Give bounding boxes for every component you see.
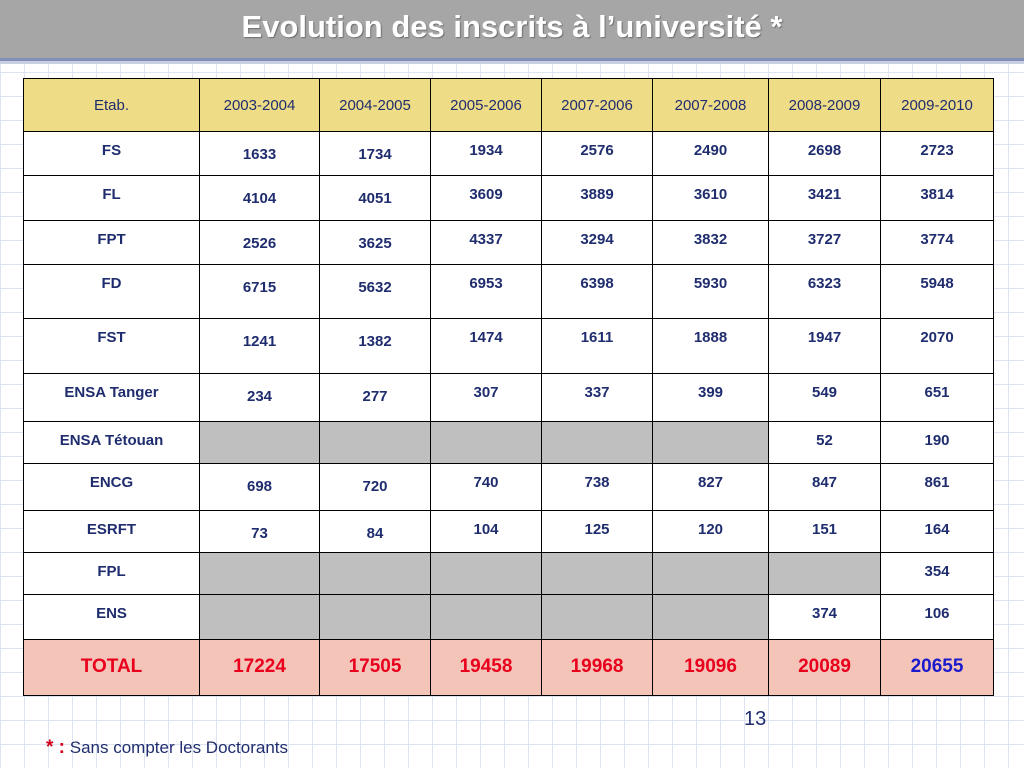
enrollment-value: 3889	[542, 176, 653, 220]
total-row	[24, 639, 994, 695]
enrollment-value: 740	[431, 464, 542, 510]
enrollment-value: 3774	[881, 220, 994, 264]
table-row	[24, 264, 994, 318]
enrollment-value: 1633	[200, 132, 320, 176]
enrollment-value: 125	[542, 510, 653, 552]
enrollment-value: 6323	[769, 264, 881, 318]
enrollment-value: 307	[431, 373, 542, 421]
enrollment-value: 4337	[431, 220, 542, 264]
enrollment-value: 3832	[653, 220, 769, 264]
empty-cell	[200, 422, 320, 464]
empty-cell	[653, 552, 769, 594]
total-value: 19968	[542, 639, 653, 695]
empty-cell	[431, 552, 542, 594]
enrollment-value: 5948	[881, 264, 994, 318]
enrollment-value: 1382	[320, 319, 431, 373]
empty-cell	[542, 422, 653, 464]
total-value: 20655	[881, 639, 994, 695]
enrollment-value: 337	[542, 373, 653, 421]
enrollment-value: 3294	[542, 220, 653, 264]
header-year: 2003-2004	[200, 79, 320, 132]
institution-name: FPT	[24, 220, 200, 264]
enrollment-value: 2526	[200, 220, 320, 264]
enrollment-value: 84	[320, 510, 431, 552]
table-row	[24, 132, 994, 176]
institution-name: FS	[24, 132, 200, 176]
enrollment-value: 120	[653, 510, 769, 552]
enrollment-value: 5632	[320, 264, 431, 318]
enrollment-value: 3610	[653, 176, 769, 220]
institution-name: FPL	[24, 552, 200, 594]
enrollment-value: 5930	[653, 264, 769, 318]
table-row	[24, 373, 994, 421]
slide-title: Evolution des inscrits à l’université *	[241, 9, 783, 44]
enrollment-table	[23, 78, 994, 696]
table-row	[24, 552, 994, 594]
enrollment-value: 151	[769, 510, 881, 552]
total-value: 19096	[653, 639, 769, 695]
total-value: 17505	[320, 639, 431, 695]
enrollment-value: 104	[431, 510, 542, 552]
empty-cell	[769, 552, 881, 594]
empty-cell	[431, 595, 542, 639]
empty-cell	[653, 422, 769, 464]
enrollment-value: 738	[542, 464, 653, 510]
header-year: 2005-2006	[431, 79, 542, 132]
enrollment-value: 861	[881, 464, 994, 510]
footnote-text: Sans compter les Doctorants	[69, 738, 288, 757]
title-bar	[0, 0, 1024, 61]
enrollment-value: 2723	[881, 132, 994, 176]
enrollment-value: 190	[881, 422, 994, 464]
enrollment-value: 1934	[431, 132, 542, 176]
enrollment-value: 1241	[200, 319, 320, 373]
enrollment-value: 73	[200, 510, 320, 552]
enrollment-value: 277	[320, 373, 431, 421]
table-row	[24, 319, 994, 373]
empty-cell	[320, 422, 431, 464]
enrollment-value: 6398	[542, 264, 653, 318]
table-row	[24, 176, 994, 220]
total-label: TOTAL	[24, 639, 200, 695]
table-row	[24, 464, 994, 510]
enrollment-value: 1888	[653, 319, 769, 373]
enrollment-value: 698	[200, 464, 320, 510]
header-year: 2007-2006	[542, 79, 653, 132]
institution-name: FD	[24, 264, 200, 318]
empty-cell	[653, 595, 769, 639]
enrollment-value: 3609	[431, 176, 542, 220]
table-row	[24, 220, 994, 264]
enrollment-value: 720	[320, 464, 431, 510]
header-year: 2009-2010	[881, 79, 994, 132]
institution-name: FL	[24, 176, 200, 220]
enrollment-value: 1611	[542, 319, 653, 373]
enrollment-value: 234	[200, 373, 320, 421]
empty-cell	[542, 595, 653, 639]
enrollment-value: 549	[769, 373, 881, 421]
empty-cell	[542, 552, 653, 594]
institution-name: FST	[24, 319, 200, 373]
enrollment-value: 399	[653, 373, 769, 421]
enrollment-value: 3727	[769, 220, 881, 264]
enrollment-value: 354	[881, 552, 994, 594]
header-year: 2007-2008	[653, 79, 769, 132]
institution-name: ENS	[24, 595, 200, 639]
enrollment-value: 374	[769, 595, 881, 639]
enrollment-value: 2576	[542, 132, 653, 176]
institution-name: ENCG	[24, 464, 200, 510]
enrollment-value: 6715	[200, 264, 320, 318]
empty-cell	[200, 595, 320, 639]
enrollment-value: 164	[881, 510, 994, 552]
institution-name: ENSA Tétouan	[24, 422, 200, 464]
institution-name: ESRFT	[24, 510, 200, 552]
enrollment-value: 52	[769, 422, 881, 464]
enrollment-value: 1474	[431, 319, 542, 373]
header-year: 2004-2005	[320, 79, 431, 132]
table-row	[24, 510, 994, 552]
empty-cell	[200, 552, 320, 594]
empty-cell	[320, 595, 431, 639]
enrollment-value: 2698	[769, 132, 881, 176]
header-row	[24, 79, 994, 132]
total-value: 20089	[769, 639, 881, 695]
table-row	[24, 595, 994, 639]
enrollment-value: 3814	[881, 176, 994, 220]
enrollment-value: 106	[881, 595, 994, 639]
empty-cell	[431, 422, 542, 464]
total-value: 19458	[431, 639, 542, 695]
footnote-mark: * :	[46, 737, 65, 758]
enrollment-value: 1734	[320, 132, 431, 176]
header-etab: Etab.	[24, 79, 200, 132]
enrollment-value: 4104	[200, 176, 320, 220]
enrollment-value: 3421	[769, 176, 881, 220]
enrollment-value: 4051	[320, 176, 431, 220]
enrollment-value: 827	[653, 464, 769, 510]
empty-cell	[320, 552, 431, 594]
header-year: 2008-2009	[769, 79, 881, 132]
footnote	[46, 737, 288, 759]
enrollment-value: 847	[769, 464, 881, 510]
institution-name: ENSA Tanger	[24, 373, 200, 421]
enrollment-value: 2070	[881, 319, 994, 373]
enrollment-value: 1947	[769, 319, 881, 373]
enrollment-value: 651	[881, 373, 994, 421]
enrollment-value: 3625	[320, 220, 431, 264]
enrollment-value: 6953	[431, 264, 542, 318]
total-value: 17224	[200, 639, 320, 695]
table-row	[24, 422, 994, 464]
page-number: 13	[744, 708, 767, 730]
enrollment-value: 2490	[653, 132, 769, 176]
